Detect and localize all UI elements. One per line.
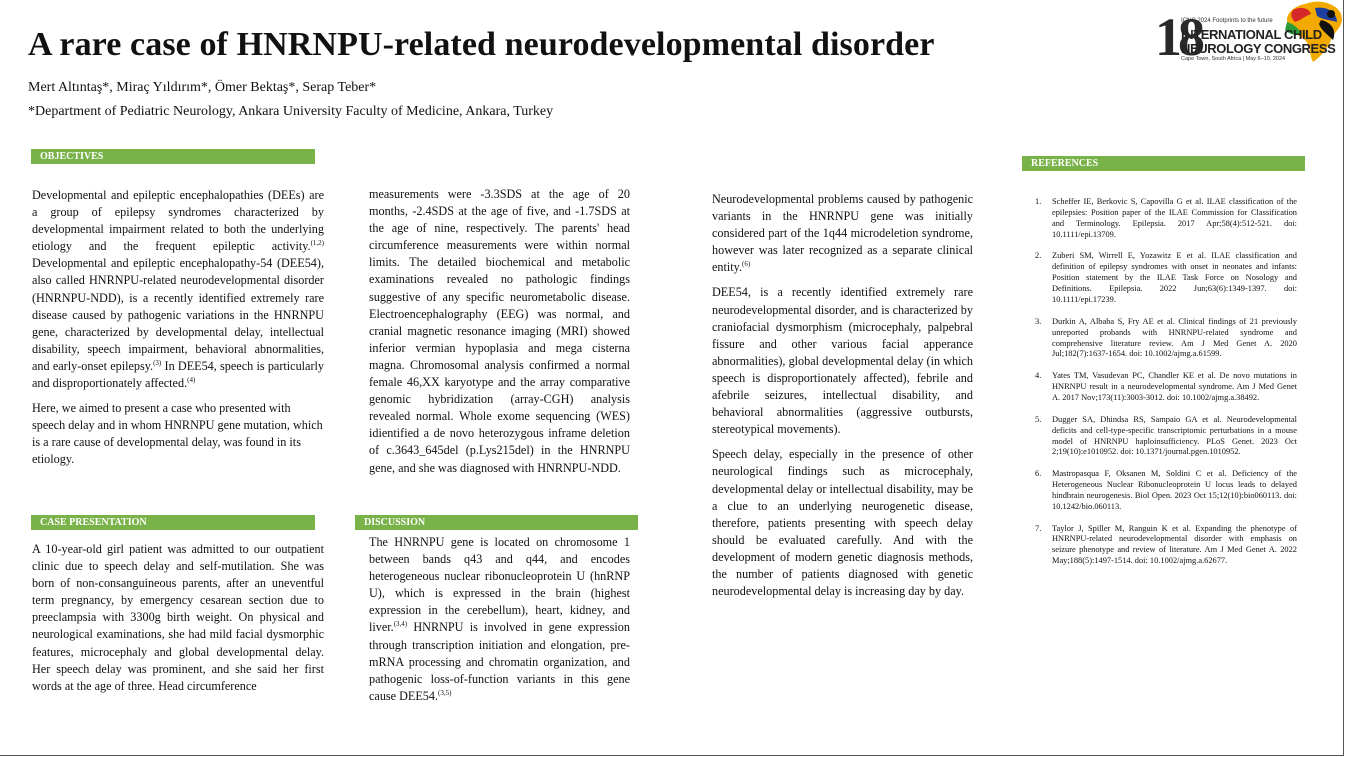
reference-item: 2. Zuberi SM, Wirrell E, Yozawitz E et al. ILAE classification and definition of epilepsy syndromes with onset in neonates and infants: Position statement by the ILAE Task Force on Nosology and Definitions. Epilepsia. 2022 Jun;63(6):1349-1397. doi: 10.1111/epi.17239. [1035, 251, 1297, 305]
logo-tagline: ICNC 2024 Footprints to the future [1181, 18, 1273, 24]
discussion-paragraph-1: The HNRNPU gene is located on chromosome 1 between bands q43 and q44, and encodes heterogeneous nuclear ribonucleoprotein U (hnRNP U), which is expressed in the brain (highest expression in the cerebellum), heart, kidney, and liver.$^{(3,4)}$ HNRNPU is involved in gene expression through transcription initiation and elongation, pre-mRNA processing and chromatin organization, and pathogenic loss-of-function variants in this gene cause DEE54.$^{(3,5)}$ [369, 535, 630, 703]
case-paragraph-continued: measurements were -3.3SDS at the age of 20 months, -2.4SDS at the age of five, and -1.7SDS at the age of nine, respectively. The parents' head circumference measurements were within normal limits. The detailed biochemical and metabolic examinations revealed no pathologic findings suggestive of any specific neurometabolic disease. Electroencephalography (EEG) was normal, and cranial magnetic resonance imaging (MRI) showed inferior vermian hypoplasia and mega cisterna magna. Chromosomal analysis confirmed a normal female 46,XX karyotype and the array comparative genomic hybridization (array-CGH) analysis revealed normal. Whole exome sequencing (WES) idientified a de novo heterozygous inframe deletion of c.3643_645del (p.Lys215del) in the HNRNPU gene, and she was diagnosed with HNRNPU-NDD. [369, 187, 630, 475]
references-heading: REFERENCES [1022, 156, 1305, 171]
reference-list [1035, 197, 1297, 578]
case-presentation-body [32, 541, 324, 703]
reference-item: 5. Dugger SA, Dhindsa RS, Sampaio GA et al. Neurodevelopmental deficits and cell-type-specific transcriptomic perturbations in a mouse model of HNRNPU haploinsufficiency. PLoS Genet. 2023 Oct 2;19(10):e1010952. doi: 10.1371/journal.pgen.1010952. [1035, 414, 1297, 457]
logo-place: Cape Town, South Africa | May 6–10, 2024 [1181, 56, 1286, 62]
discussion-body [369, 534, 630, 713]
discussion-paragraph-3: DEE54, is a recently identified extremely rare neurodevelopmental disorder, and is characterized by craniofacial dysmorphism (microcephaly, palpebral fissure and other various facial apperance abnormalities), global developmental delay (in which speech is disproportionately affected), febrile and afebrile seizures, intellectual disability, and behavioral abnormalities (aggressive outbursts, stereotypical movements). [712, 285, 973, 437]
reference-item: 3. Durkin A, Albaba S, Fry AE et al. Clinical findings of 21 previously unreported probands with HNRNPU-related syndrome and comprehensive literature review. Am J Med Genet A. 2020 Jul;182(7):1637-1654. doi: 10.1002/ajmg.a.61599. [1035, 316, 1297, 359]
affiliation: *Department of Pediatric Neurology, Ankara University Faculty of Medicine, Ankara, Turkey [28, 104, 554, 119]
discussion-paragraph-2: Neurodevelopmental problems caused by pathogenic variants in the HNRNPU gene was initially considered part of the 1q44 microdeletion syndrome, however was later recognized as a separate clinical entity.$^{(6)}$ [712, 192, 973, 275]
reference-item: 6. Mastropasqua F, Oksanen M, Soldini C et al. Deficiency of the Heterogeneous Nuclear Ribonucleoprotein U locus leads to delayed hindbrain neurogenesis. Biol Open. 2023 Oct 15;12(10):bio060113. doi: 10.1242/bio.060113. [1035, 469, 1297, 511]
case-paragraph: A 10-year-old girl patient was admitted to our outpatient clinic due to speech delay and self-mutilation. She was born of non-consanguineous parents, after an uneventful term pregnancy, by emergency cesarean section due to preeclampsia with 3300g birth weight. On physical and neurological examinations, she had mild facial dysmorphic features, microcephaly and global developmental delay. Her speech delay was prominent, and she said her first words at the age of three. Head circumference [32, 542, 324, 693]
discussion-paragraph-4: Speech delay, especially in the presence of other neurological findings such as microcephaly, developmental delay or intellectual disability, may be a clue to an underlying neurogenetic disease, therefore, patients presenting with speech delay should be evaluated carefully. And with the development of modern genetic diagnosis methods, the number of patients diagnosed with genetic neurodevelopmental delay is increasing day by day. [712, 447, 973, 599]
objectives-heading: OBJECTIVES [31, 149, 315, 164]
discussion-heading: DISCUSSION [355, 515, 638, 530]
case-presentation-continued [369, 186, 630, 485]
poster-title: A rare case of HNRNPU-related neurodevelopmental disorder [28, 26, 935, 63]
logo-line1: INTERNATIONAL CHILD [1181, 27, 1322, 42]
case-presentation-heading: CASE PRESENTATION [31, 515, 315, 530]
logo-line2: NEUROLOGY CONGRESS [1181, 41, 1336, 56]
reference-item: 1. Scheffer IE, Berkovic S, Capovilla G et al. ILAE classification of the epilepsies: Position paper of the ILAE Commission for Classification and Terminology. Epilepsia. 2017 Apr;58(4):512-521. doi: 10.1111/epi.13709. [1035, 197, 1297, 239]
reference-item: 7. Taylor J, Spiller M, Ranguin K et al. Expanding the phenotype of HNRNPU-related neurodevelopmental disorder with emphasis on seizure phenotype and review of literature. Am J Med Genet A. 2022 May;188(5):1497-1514. doi: 10.1002/ajmg.a.62677. [1035, 523, 1297, 566]
reference-item: 4. Yates TM, Vasudevan PC, Chandler KE et al. De novo mutations in HNRNPU result in a neurodevelopmental syndrome. Am J Med Genet A. 2017 Nov;173(11):3003-3012. doi: 10.1002/ajmg.a.38492. [1035, 371, 1297, 402]
author-list: Mert Altıntaş*, Miraç Yıldırım*, Ömer Bektaş*, Serap Teber* [28, 80, 377, 95]
congress-logo [1155, 0, 1345, 70]
objectives-body [32, 187, 324, 477]
logo-number: 18 [1155, 7, 1201, 67]
discussion-continued [712, 191, 973, 608]
objectives-paragraph-1: Developmental and epileptic encephalopathies (DEEs) are a group of epilepsy syndromes characterized by developmental impairment related to both the underlying etiology and the frequent epileptic activity.$^{(1,2)}$ Developmental and epileptic encephalopathy-54 (DEE54), also called HNRNPU-related neurodevelopmental disorder (HNRNPU-NDD), is a recently identified extremely rare disease caused by pathogenic variations in the HNRNPU gene, characterized by developmental delay, intellectual disability, speech impairment, behavioral abnormalities, and early-onset epilepsy.$^{(3)}$ In DEE54, speech is particularly and disproportionately affected.$^{(4)}$ [32, 188, 324, 391]
objectives-paragraph-2: Here, we aimed to present a case who presented with speech delay and in whom HNRNPU gene mutation, which is a rare cause of developmental delay, was found in its etiology. [32, 401, 323, 467]
